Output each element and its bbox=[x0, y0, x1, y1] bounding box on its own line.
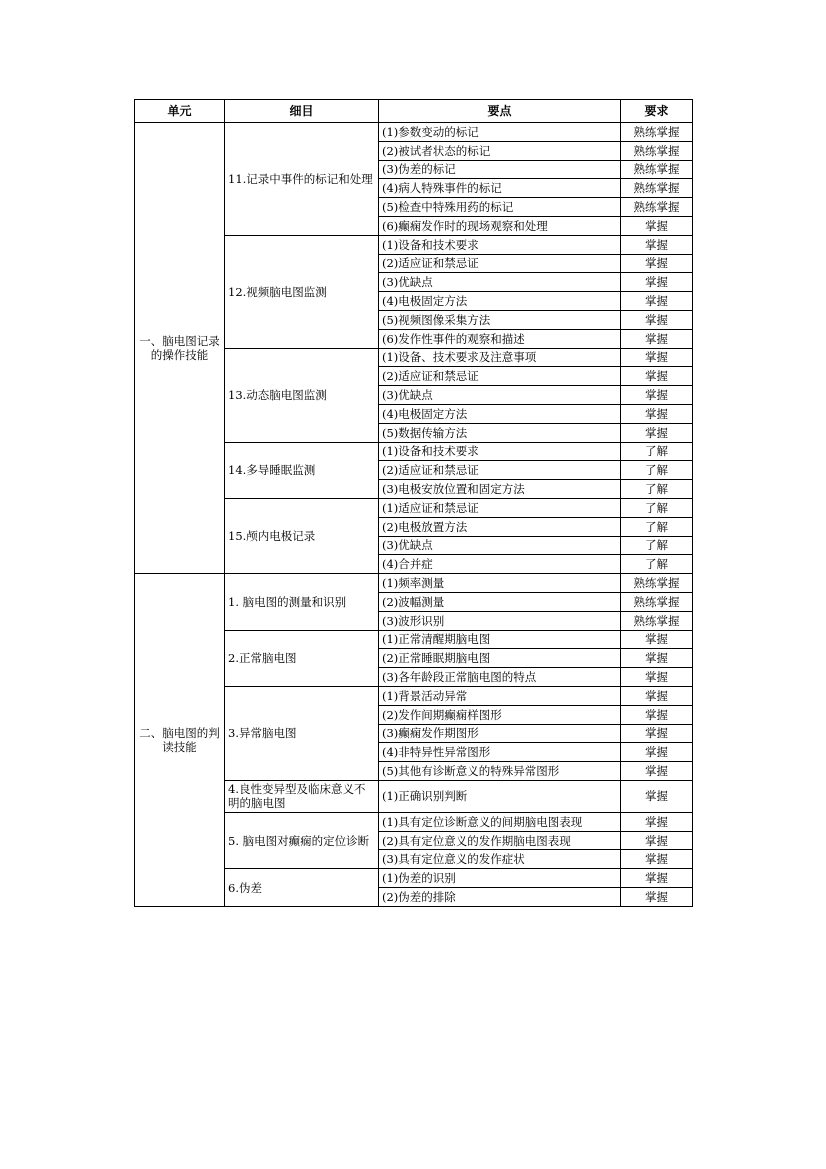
requirement-cell: 掌握 bbox=[621, 348, 693, 367]
point-cell: (3)具有定位意义的发作症状 bbox=[379, 850, 621, 869]
requirement-cell: 掌握 bbox=[621, 216, 693, 235]
requirement-cell: 掌握 bbox=[621, 850, 693, 869]
point-cell: (2)被试者状态的标记 bbox=[379, 141, 621, 160]
requirement-cell: 熟练掌握 bbox=[621, 592, 693, 611]
requirement-cell: 掌握 bbox=[621, 630, 693, 649]
point-cell: (1)频率测量 bbox=[379, 574, 621, 593]
requirement-cell: 熟练掌握 bbox=[621, 141, 693, 160]
point-cell: (1)设备、技术要求及注意事项 bbox=[379, 348, 621, 367]
requirement-cell: 了解 bbox=[621, 517, 693, 536]
syllabus-table bbox=[134, 99, 693, 907]
point-cell: (2)适应证和禁忌证 bbox=[379, 367, 621, 386]
requirement-cell: 掌握 bbox=[621, 386, 693, 405]
requirement-cell: 掌握 bbox=[621, 780, 693, 812]
point-cell: (5)视频图像采集方法 bbox=[379, 310, 621, 329]
table-body bbox=[135, 123, 693, 907]
point-cell: (5)数据传输方法 bbox=[379, 423, 621, 442]
unit-cell: 二、脑电图的判读技能 bbox=[135, 574, 225, 907]
requirement-cell: 了解 bbox=[621, 442, 693, 461]
point-cell: (2)电极放置方法 bbox=[379, 517, 621, 536]
point-cell: (5)检查中特殊用药的标记 bbox=[379, 198, 621, 217]
header-requirement: 要求 bbox=[621, 100, 693, 123]
requirement-cell: 掌握 bbox=[621, 869, 693, 888]
point-cell: (6)癫痫发作时的现场观察和处理 bbox=[379, 216, 621, 235]
requirement-cell: 掌握 bbox=[621, 235, 693, 254]
requirement-cell: 掌握 bbox=[621, 292, 693, 311]
point-cell: (3)各年龄段正常脑电图的特点 bbox=[379, 668, 621, 687]
detail-cell: 2.正常脑电图 bbox=[225, 630, 379, 686]
point-cell: (2)适应证和禁忌证 bbox=[379, 461, 621, 480]
detail-cell: 5. 脑电图对癫痫的定位诊断 bbox=[225, 812, 379, 868]
point-cell: (1)正确识别判断 bbox=[379, 780, 621, 812]
point-cell: (2)波幅测量 bbox=[379, 592, 621, 611]
requirement-cell: 了解 bbox=[621, 555, 693, 574]
point-cell: (1)伪差的识别 bbox=[379, 869, 621, 888]
requirement-cell: 掌握 bbox=[621, 686, 693, 705]
point-cell: (4)合并症 bbox=[379, 555, 621, 574]
requirement-cell: 掌握 bbox=[621, 812, 693, 831]
requirement-cell: 熟练掌握 bbox=[621, 611, 693, 630]
unit-cell: 一、脑电图记录的操作技能 bbox=[135, 123, 225, 574]
requirement-cell: 掌握 bbox=[621, 668, 693, 687]
point-cell: (1)参数变动的标记 bbox=[379, 123, 621, 142]
requirement-cell: 了解 bbox=[621, 461, 693, 480]
point-cell: (6)发作性事件的观察和描述 bbox=[379, 329, 621, 348]
requirement-cell: 熟练掌握 bbox=[621, 123, 693, 142]
requirement-cell: 掌握 bbox=[621, 705, 693, 724]
point-cell: (4)非特异性异常图形 bbox=[379, 743, 621, 762]
header-row bbox=[135, 100, 693, 123]
requirement-cell: 了解 bbox=[621, 536, 693, 555]
requirement-cell: 熟练掌握 bbox=[621, 198, 693, 217]
requirement-cell: 掌握 bbox=[621, 310, 693, 329]
point-cell: (3)优缺点 bbox=[379, 386, 621, 405]
header-detail: 细目 bbox=[225, 100, 379, 123]
requirement-cell: 掌握 bbox=[621, 254, 693, 273]
detail-cell: 13.动态脑电图监测 bbox=[225, 348, 379, 442]
point-cell: (2)正常睡眠期脑电图 bbox=[379, 649, 621, 668]
point-cell: (3)波形识别 bbox=[379, 611, 621, 630]
table-row bbox=[135, 574, 693, 593]
requirement-cell: 掌握 bbox=[621, 649, 693, 668]
requirement-cell: 掌握 bbox=[621, 888, 693, 907]
detail-cell: 1. 脑电图的测量和识别 bbox=[225, 574, 379, 630]
point-cell: (2)具有定位意义的发作期脑电图表现 bbox=[379, 831, 621, 850]
detail-cell: 12.视频脑电图监测 bbox=[225, 235, 379, 348]
detail-cell: 6.伪差 bbox=[225, 869, 379, 907]
point-cell: (1)设备和技术要求 bbox=[379, 235, 621, 254]
point-cell: (2)发作间期癫痫样图形 bbox=[379, 705, 621, 724]
requirement-cell: 熟练掌握 bbox=[621, 574, 693, 593]
point-cell: (2)适应证和禁忌证 bbox=[379, 254, 621, 273]
requirement-cell: 掌握 bbox=[621, 367, 693, 386]
point-cell: (3)癫痫发作期图形 bbox=[379, 724, 621, 743]
point-cell: (1)适应证和禁忌证 bbox=[379, 498, 621, 517]
header-point: 要点 bbox=[379, 100, 621, 123]
point-cell: (3)伪差的标记 bbox=[379, 160, 621, 179]
detail-cell: 15.颅内电极记录 bbox=[225, 498, 379, 573]
requirement-cell: 熟练掌握 bbox=[621, 160, 693, 179]
requirement-cell: 熟练掌握 bbox=[621, 179, 693, 198]
requirement-cell: 掌握 bbox=[621, 329, 693, 348]
requirement-cell: 掌握 bbox=[621, 404, 693, 423]
detail-cell: 4.良性变异型及临床意义不明的脑电图 bbox=[225, 780, 379, 812]
point-cell: (4)电极固定方法 bbox=[379, 292, 621, 311]
table-row bbox=[135, 123, 693, 142]
detail-cell: 14.多导睡眠监测 bbox=[225, 442, 379, 498]
point-cell: (3)优缺点 bbox=[379, 273, 621, 292]
point-cell: (3)电极安放位置和固定方法 bbox=[379, 480, 621, 499]
point-cell: (1)背景活动异常 bbox=[379, 686, 621, 705]
point-cell: (5)其他有诊断意义的特殊异常图形 bbox=[379, 762, 621, 781]
requirement-cell: 掌握 bbox=[621, 743, 693, 762]
point-cell: (3)优缺点 bbox=[379, 536, 621, 555]
detail-cell: 3.异常脑电图 bbox=[225, 686, 379, 780]
requirement-cell: 掌握 bbox=[621, 423, 693, 442]
header-unit: 单元 bbox=[135, 100, 225, 123]
point-cell: (2)伪差的排除 bbox=[379, 888, 621, 907]
requirement-cell: 掌握 bbox=[621, 762, 693, 781]
requirement-cell: 了解 bbox=[621, 498, 693, 517]
detail-cell: 11.记录中事件的标记和处理 bbox=[225, 123, 379, 236]
requirement-cell: 掌握 bbox=[621, 724, 693, 743]
point-cell: (1)正常清醒期脑电图 bbox=[379, 630, 621, 649]
requirement-cell: 了解 bbox=[621, 480, 693, 499]
point-cell: (4)病人特殊事件的标记 bbox=[379, 179, 621, 198]
requirement-cell: 掌握 bbox=[621, 831, 693, 850]
requirement-cell: 掌握 bbox=[621, 273, 693, 292]
point-cell: (1)设备和技术要求 bbox=[379, 442, 621, 461]
point-cell: (1)具有定位诊断意义的间期脑电图表现 bbox=[379, 812, 621, 831]
point-cell: (4)电极固定方法 bbox=[379, 404, 621, 423]
